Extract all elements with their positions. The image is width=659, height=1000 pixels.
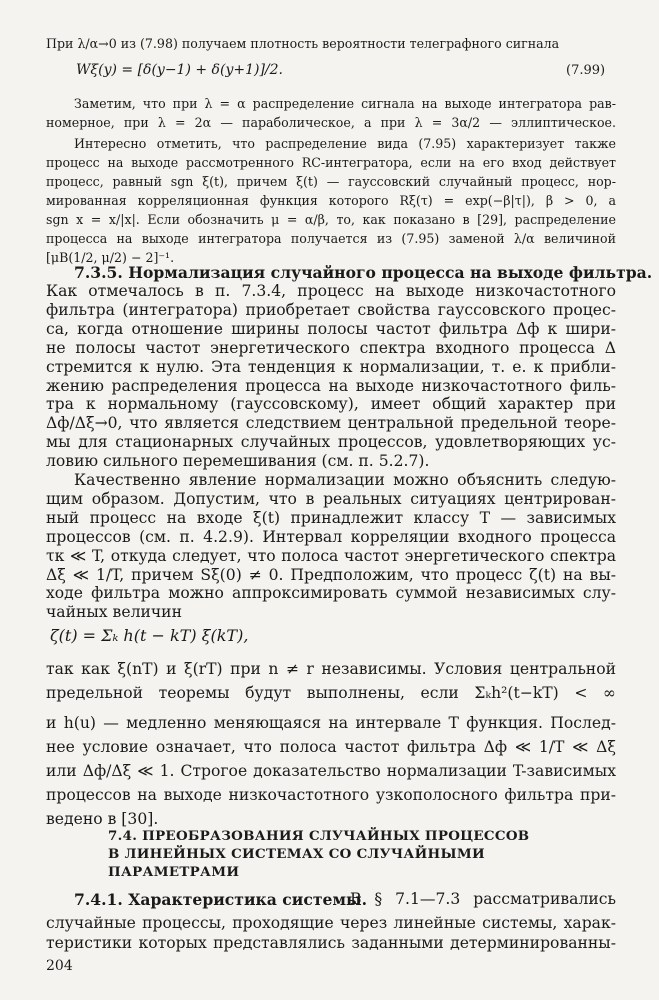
- text-line: не полосы частот энергетического спектра входного процесса Δ: [46, 338, 616, 357]
- text-line: щим образом. Допустим, что в реальных ситуациях центрирован-: [46, 489, 616, 508]
- text-line: мированная корреляционная функция которого Rξ(τ) = exp(−β|τ|), β > 0, а: [46, 193, 616, 208]
- equation-number: (7.99): [566, 63, 606, 78]
- text-line: и h(u) — медленно меняющаяся на интервале T функция. Послед-: [46, 714, 616, 732]
- section-title-7-4-1: 7.4.1. Характеристика системы.: [74, 890, 368, 909]
- sum-formula: ζ(t) = Σₖ h(t − kT) ξ(kT),: [50, 626, 249, 645]
- text-line: или Δф/Δξ ≪ 1. Строгое доказательство нормализации T-зависимых: [46, 762, 616, 780]
- text-line: так как ξ(nT) и ξ(rT) при n ≠ r независимы. Условия центральной: [46, 660, 616, 678]
- text-line: чайных величин: [46, 603, 182, 622]
- text-line: са, когда отношение ширины полосы частот фильтра Δф к шири-: [46, 319, 616, 338]
- text-line: фильтра (интегратора) приобретает свойства гауссовского процес-: [46, 300, 616, 319]
- text-line: sgn x = x/|x|. Если обозначить μ = α/β, то, как показано в [29], распределение: [46, 212, 616, 227]
- page-number: 204: [46, 958, 73, 974]
- text-line: При λ/α→0 из (7.98) получаем плотность вероятности телеграфного сигнала: [46, 36, 560, 51]
- text-line: стремится к нулю. Эта тенденция к нормализации, т. е. к прибли-: [46, 357, 616, 376]
- text-line: мы для стационарных случайных процессов, удовлетворяющих ус-: [46, 433, 616, 452]
- text-line: Интересно отметить, что распределение вида (7.95) характеризует также: [74, 136, 616, 151]
- text-line: Δф/Δξ→0, что является следствием центральной предельной теоре-: [46, 414, 616, 433]
- text-line: номерное, при λ = 2α — параболическое, а при λ = 3α/2 — эллиптическое.: [46, 115, 616, 130]
- text-line: Заметим, что при λ = α распределение сигнала на выходе интегратора рав-: [74, 96, 616, 111]
- text-line: процессов (см. п. 4.2.9). Интервал корреляции входного процесса: [46, 527, 616, 546]
- text-line: ведено в [30].: [46, 810, 159, 828]
- text-line: тра к нормальному (гауссовскому), имеет общий характер при: [46, 395, 616, 414]
- text-line: Δξ ≪ 1/T, причем Sξ(0) ≠ 0. Предположим, что процесс ζ(t) на вы-: [46, 565, 616, 584]
- text-line: Качественно явление нормализации можно объяснить следую-: [74, 471, 616, 489]
- text-line: процесса на выходе интегратора получается из (7.95) заменой λ/α величиной: [46, 231, 616, 246]
- text-line: ходе фильтра можно аппроксимировать суммой независимых слу-: [46, 584, 616, 603]
- text-line: предельной теоремы будут выполнены, если Σₖh²(t−kT) < ∞: [46, 684, 616, 702]
- text-line: ный процесс на входе ξ(t) принадлежит классу T — зависимых: [46, 508, 616, 527]
- text-line: процесс на выходе рассмотренного RC-интегратора, если на его вход действует: [46, 155, 616, 170]
- equation-7-99: Wξ(y) = [δ(y−1) + δ(y+1)]/2.: [76, 62, 283, 78]
- text-line: случайные процессы, проходящие через линейные системы, харак-: [46, 914, 616, 932]
- text-line: τк ≪ T, откуда следует, что полоса частот энергетического спектра: [46, 546, 616, 565]
- text-line: процессов на выходе низкочастотного узкополосного фильтра при-: [46, 786, 616, 804]
- text-line: Как отмечалось в п. 7.3.4, процесс на выходе низкочастотного: [46, 282, 616, 300]
- text-line: [μB(1/2, μ/2) − 2]⁻¹.: [46, 250, 175, 265]
- section-title-7-3-5: 7.3.5. Нормализация случайного процесса на выходе фильтра.: [74, 263, 653, 282]
- text-line: ловию сильного перемешивания (см. п. 5.2.7).: [46, 452, 430, 471]
- section-heading-7-4: 7.4. ПРЕОБРАЗОВАНИЯ СЛУЧАЙНЫХ ПРОЦЕССОВ: [108, 828, 530, 844]
- section-heading-7-4: В ЛИНЕЙНЫХ СИСТЕМАХ СО СЛУЧАЙНЫМИ: [108, 846, 485, 862]
- text-line: В § 7.1—7.3 рассматривались: [350, 890, 616, 908]
- section-heading-7-4: ПАРАМЕТРАМИ: [108, 864, 240, 880]
- text-line: нее условие означает, что полоса частот фильтра Δф ≪ 1/T ≪ Δξ: [46, 738, 616, 756]
- text-line: жению распределения процесса на выходе низкочастотного филь-: [46, 376, 616, 395]
- text-line: теристики которых представлялись заданными детерминированны-: [46, 934, 616, 952]
- text-line: процесс, равный sgn ξ(t), причем ξ(t) — гауссовский случайный процесс, нор-: [46, 174, 616, 189]
